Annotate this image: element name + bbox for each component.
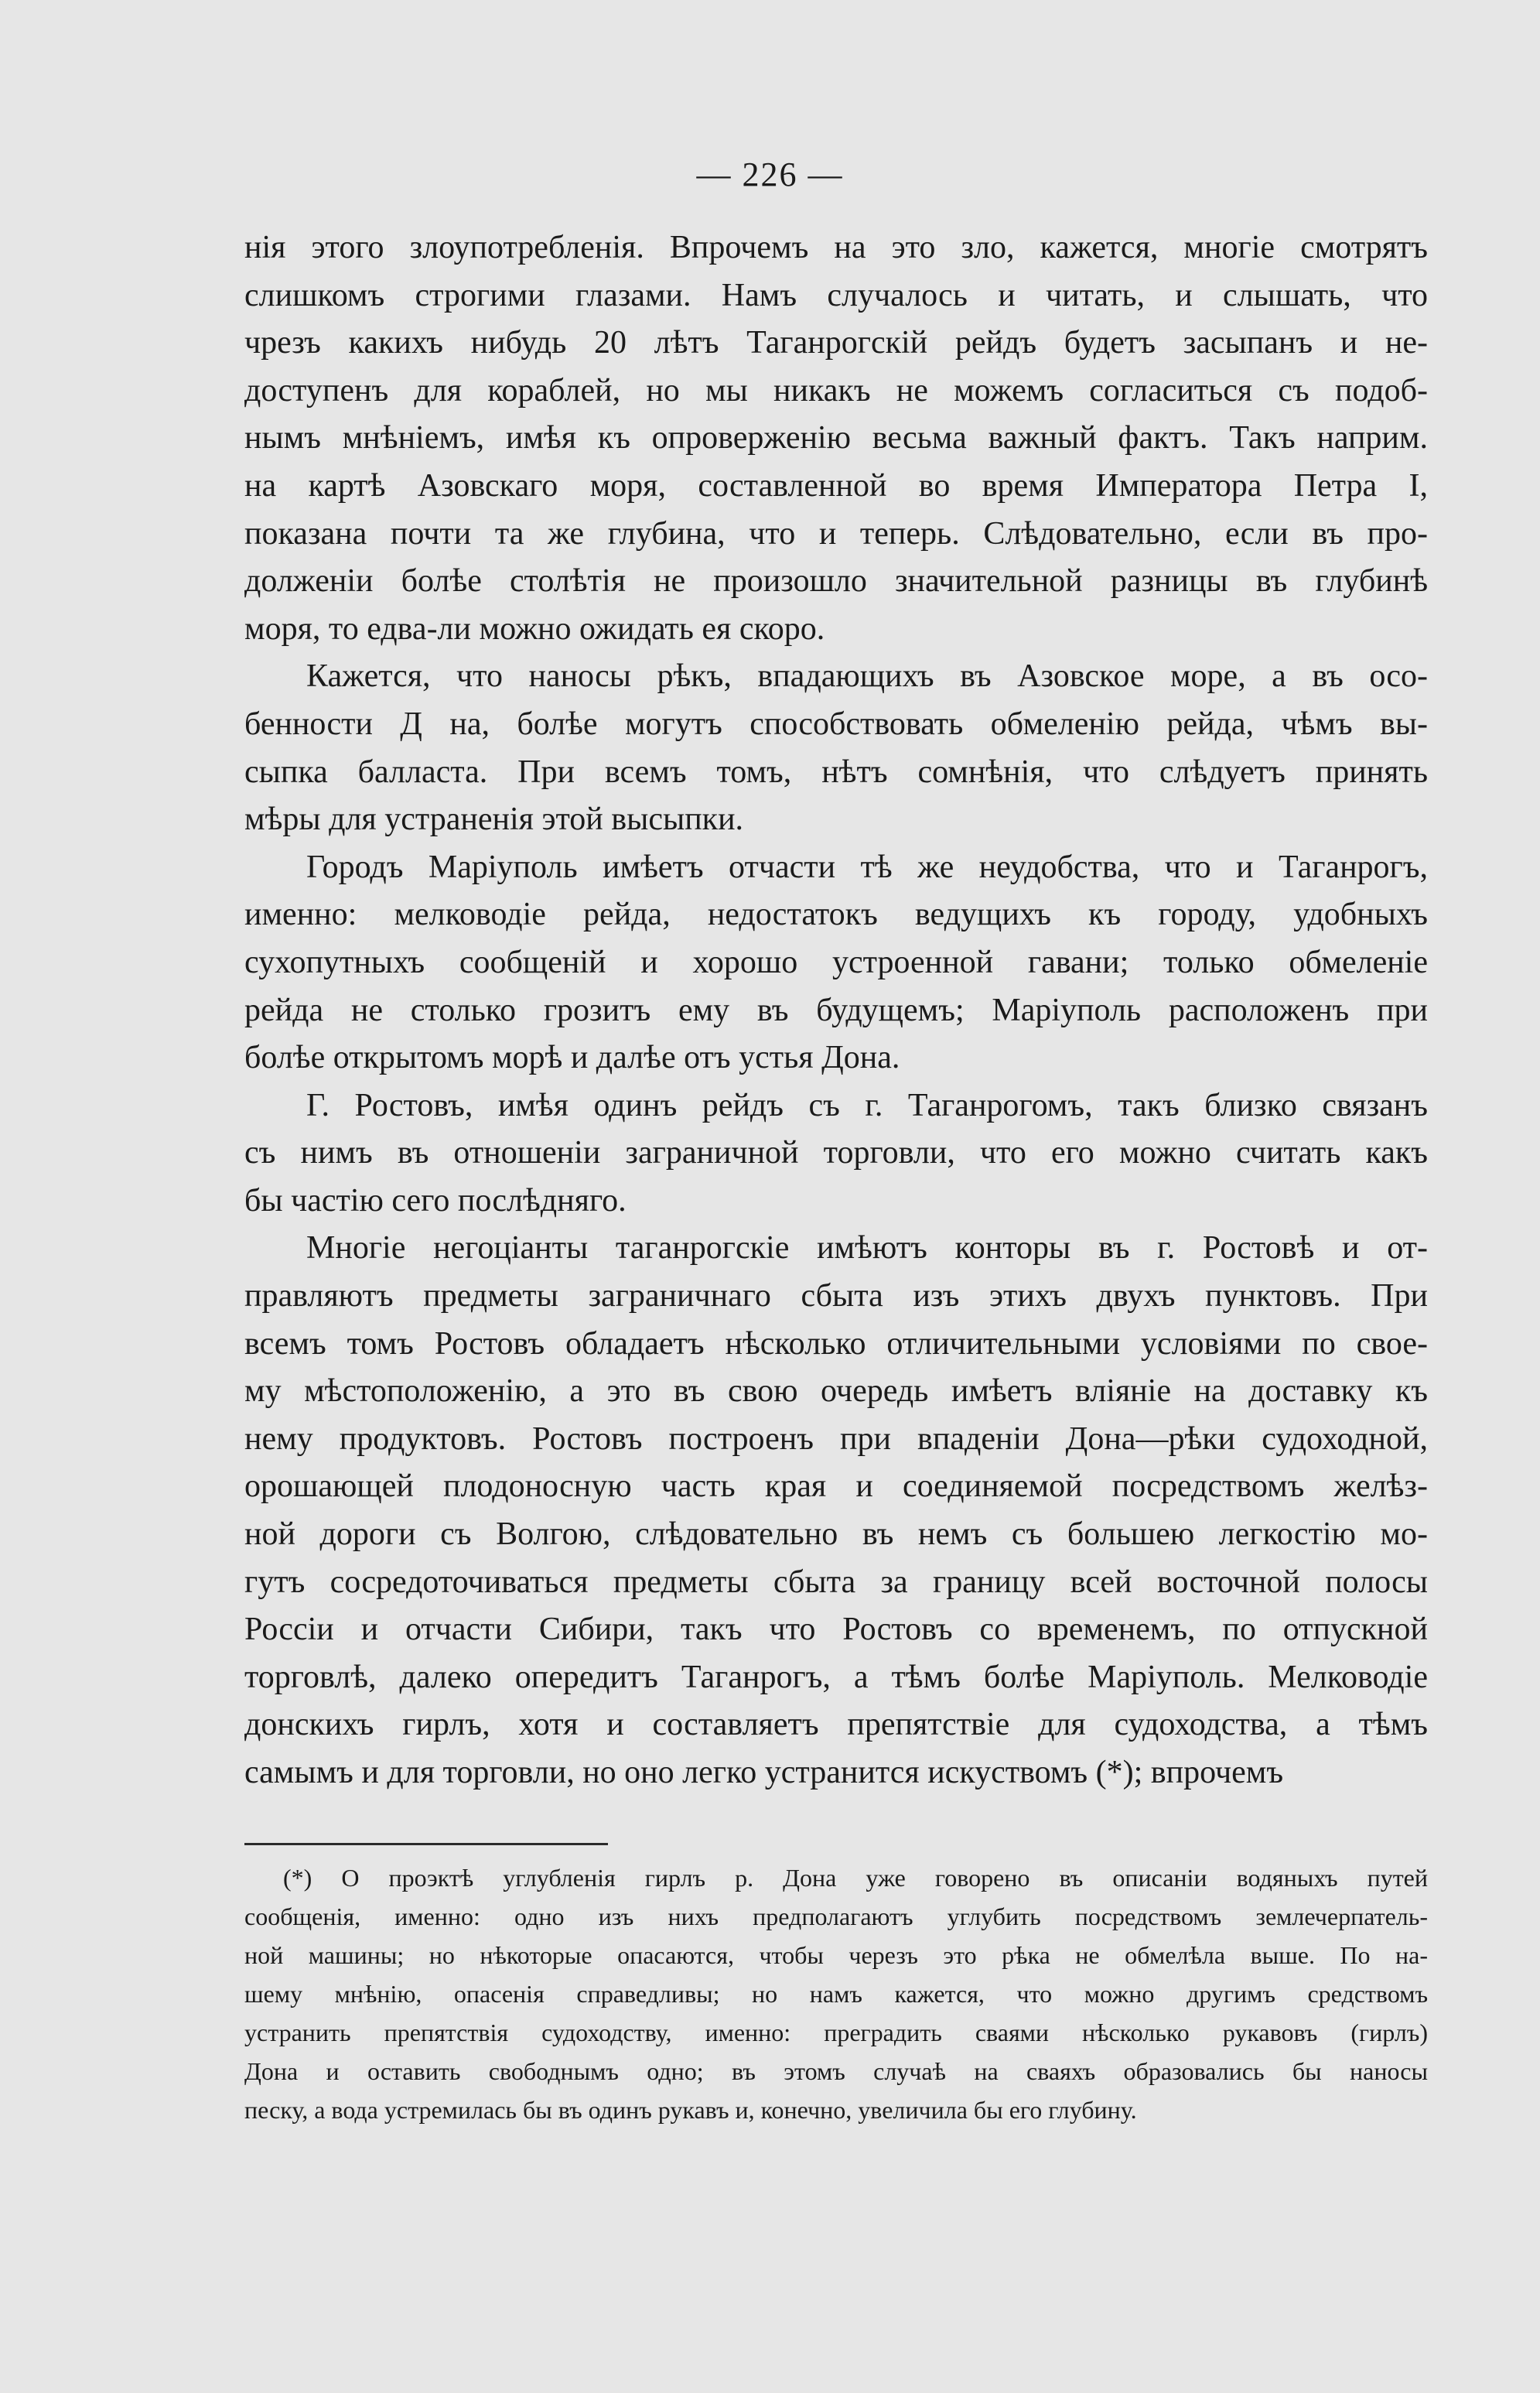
footnote-line: Дона и оставить свободнымъ одно; въ этомъ случаѣ на сваяхъ образовались бы наносы <box>244 2057 1428 2085</box>
footnote-separator <box>244 1843 608 1845</box>
text-line: доступенъ для кораблей, но мы никакъ не можемъ согласиться съ подоб- <box>244 372 1428 409</box>
footnote-line: шему мнѣнію, опасенія справедливы; но намъ кажется, что можно другимъ средствомъ <box>244 1980 1428 2008</box>
text-line: болѣе открытомъ морѣ и далѣе отъ устья Дона. <box>244 1040 900 1076</box>
text-line: бы частію сего послѣдняго. <box>244 1182 627 1219</box>
text-line: нія этого злоупотребленія. Впрочемъ на это зло, кажется, многіе смотрятъ <box>244 230 1428 265</box>
text-line: мѣры для устраненія этой высыпки. <box>244 802 744 838</box>
body-paragraph <box>244 1082 1428 1226</box>
text-line: гутъ сосредоточиваться предметы сбыта за границу всей восточной полосы <box>244 1564 1428 1600</box>
text-line: Россіи и отчасти Сибири, такъ что Ростовъ со временемъ, по отпускной <box>244 1612 1428 1648</box>
text-line: торговлѣ, далеко опередитъ Таганрогъ, а тѣмъ болѣе Маріуполь. Мелководіе <box>244 1659 1428 1695</box>
body-text <box>244 224 1428 1797</box>
text-line: слишкомъ строгими глазами. Намъ случалось и читать, и слышать, что <box>244 277 1428 313</box>
footnote <box>244 1858 1428 2129</box>
text-line: моря, то едва-ли можно ожидать ея скоро. <box>244 610 825 647</box>
text-line: сухопутныхъ сообщеній и хорошо устроенной гавани; только обмеленіе <box>244 944 1428 980</box>
text-line: сыпка балласта. При всемъ томъ, нѣтъ сомнѣнія, что слѣдуетъ принять <box>244 754 1428 790</box>
footnote-line: песку, а вода устремилась бы въ одинъ рукавъ и, конечно, увеличила бы его глубину. <box>244 2096 1137 2124</box>
footnote-line: сообщенія, именно: одно изъ нихъ предполагаютъ углубить посредствомъ землечерпатель- <box>244 1902 1428 1930</box>
text-line: правляютъ предметы заграничнаго сбыта изъ этихъ двухъ пунктовъ. При <box>244 1278 1428 1314</box>
text-line: донскихъ гирлъ, хотя и составляетъ препятствіе для судоходства, а тѣмъ <box>244 1707 1428 1743</box>
text-line: показана почти та же глубина, что и теперь. Слѣдовательно, если въ про- <box>244 515 1428 552</box>
text-line: му мѣстоположенію, а это въ свою очередь имѣетъ вліяніе на доставку къ <box>244 1373 1428 1410</box>
text-line: Кажется, что наносы рѣкъ, впадающихъ въ Азовское море, а въ осо- <box>306 658 1428 695</box>
text-line: Городъ Маріуполь имѣетъ отчасти тѣ же неудобства, что и Таганрогъ, <box>306 849 1428 885</box>
body-paragraph <box>244 844 1428 1082</box>
text-line: орошающей плодоносную часть края и соединяемой посредствомъ желѣз- <box>244 1468 1428 1505</box>
text-line: бенности Д на, болѣе могутъ способствовать обмеленію рейда, чѣмъ вы- <box>244 706 1428 742</box>
text-line: именно: мелководіе рейда, недостатокъ ведущихъ къ городу, удобныхъ <box>244 897 1428 933</box>
text-line: съ нимъ въ отношеніи заграничной торговли, что его можно считать какъ <box>244 1135 1428 1171</box>
body-paragraph <box>244 653 1428 843</box>
text-line: самымъ и для торговли, но оно легко устранится искуствомъ (*); впрочемъ <box>244 1755 1284 1790</box>
footnote-line: (*) О проэктѣ углубленія гирлъ р. Дона уже говорено въ описаніи водяныхъ путей <box>283 1864 1428 1892</box>
text-line: рейда не столько грозитъ ему въ будущемъ; Маріуполь расположенъ при <box>244 992 1428 1028</box>
text-line: нымъ мнѣніемъ, имѣя къ опроверженію весьма важный фактъ. Такъ наприм. <box>244 420 1428 456</box>
footnote-line: устранить препятствія судоходству, именно: преградить сваями нѣсколько рукавовъ (гирлъ) <box>244 2019 1428 2046</box>
text-line: ной дороги съ Волгою, слѣдовательно въ немъ съ большею легкостію мо- <box>244 1516 1428 1553</box>
text-line: Многіе негоціанты таганрогскіе имѣютъ конторы въ г. Ростовѣ и от- <box>306 1230 1428 1267</box>
page-number: — 226 — <box>696 156 844 193</box>
text-line: чрезъ какихъ нибудь 20 лѣтъ Таганрогскій рейдъ будетъ засыпанъ и не- <box>244 325 1428 361</box>
body-paragraph <box>244 224 1428 653</box>
text-line: на картѣ Азовскаго моря, составленной во время Императора Петра I, <box>244 467 1428 504</box>
text-line: Г. Ростовъ, имѣя одинъ рейдъ съ г. Таганрогомъ, такъ близко связанъ <box>306 1087 1428 1123</box>
text-line: нему продуктовъ. Ростовъ построенъ при впаденіи Дона—рѣки судоходной, <box>244 1420 1428 1457</box>
body-paragraph <box>244 1225 1428 1796</box>
footnote-paragraph <box>244 1858 1428 2129</box>
footnote-line: ной машины; но нѣкоторые опасаются, чтобы черезъ это рѣка не обмелѣла выше. По на- <box>244 1941 1428 1969</box>
text-line: долженіи болѣе столѣтія не произошло значительной разницы въ глубинѣ <box>244 563 1428 600</box>
text-line: всемъ томъ Ростовъ обладаетъ нѣсколько отличительными условіями по свое- <box>244 1325 1428 1362</box>
